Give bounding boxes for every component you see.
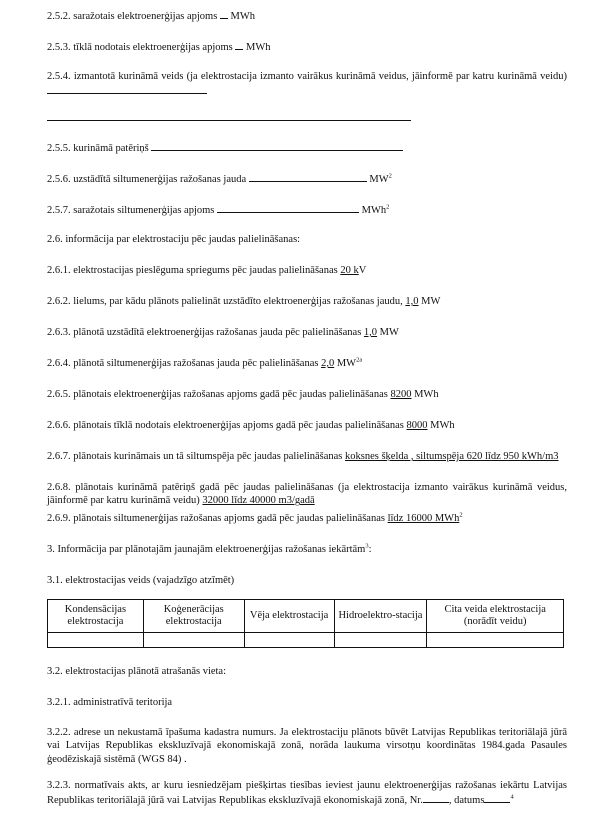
item-text: 2.5.3. tīklā nodotais elektroenerģijas apjoms [47, 42, 233, 53]
filled-value: koksnes šķelda , siltumspēja 620 līdz 950 kWh/m3 [345, 451, 559, 462]
footnote-ref: 2 [386, 203, 390, 211]
filled-value: 1,0 [405, 296, 419, 307]
item-3-1 [47, 574, 567, 587]
item-3-2-3: 3.2.3. normatīvais akts, ar kuru iesniedzējam piešķirtas tiesības ieviest jaunu elektroenerģijas ražošanas iekārtu Latvijas Republikas teritoriālajā jūrā vai Latvijas Republikas ekskluzīvajā ekonomiskajā zonā, Nr. , datums $^4$ [47, 780, 567, 807]
item-text: 2.6.9. plānotais siltumenerģijas ražošanas apjoms gadā pēc jaudas palielināšanas [47, 513, 385, 524]
footnote-ref: 2 [388, 172, 392, 180]
filled-value: 8000 [406, 420, 428, 431]
fill-blank [151, 140, 403, 151]
punctuation: . [181, 753, 187, 765]
unit: MWh [427, 420, 455, 431]
fill-blank [220, 8, 228, 19]
unit: V [358, 265, 367, 276]
item-2-5-3 [47, 39, 567, 54]
item-2-5-7 [47, 202, 567, 217]
section-2-6-heading [47, 233, 567, 246]
item-text: 2.6.3. plānotā uzstādītā elektroenerģijas ražošanas jauda pēc palielināšanas [47, 327, 362, 338]
item-text: 2.6.4. plānotā siltumenerģijas ražošanas jauda pēc palielināšanas [47, 358, 319, 369]
item-2-6-5 [47, 388, 567, 401]
unit: MWh [230, 11, 256, 22]
item-text: 2.5.7. saražotais siltumenerģijas apjoms [47, 205, 215, 216]
item-text: 3.2.1. administratīvā teritorija [47, 697, 173, 708]
item-text: 2.6.8. plānotais kurināmā patēriņš gadā pēc jaudas palielināšanas (ja elektrostacija izmanto vairākus kurināmā veidus, jāinformē par katru kurināmā veidu) [47, 482, 567, 507]
filled-value: līdz 16000 MWh [387, 513, 460, 524]
fill-blank [423, 792, 449, 803]
item-text: 2.6.5. plānotais elektroenerģijas ražošanas apjoms gadā pēc jaudas palielināšanas [47, 389, 388, 400]
footnote-ref: 2a [356, 356, 363, 364]
table-header-cell: Koģenerācijas elektrostacija [143, 600, 244, 633]
footnote-ref: 2 [459, 511, 463, 519]
filled-value: 32000 līdz 40000 m3/gadā [202, 495, 315, 507]
item-3-2 [47, 665, 567, 678]
item-text: 2.6.1. elektrostacijas pieslēguma spriegums pēc jaudas palielināšanas [47, 265, 338, 276]
item-2-6-4 [47, 357, 567, 370]
item-2-6-1 [47, 264, 567, 277]
checkbox-cell[interactable] [334, 633, 427, 648]
item-2-6-9 [47, 512, 567, 525]
item-text: 2.6. informācija par elektrostaciju pēc jaudas palielināšanas: [47, 234, 301, 245]
item-text: 3. Informācija par plānotajām jaunajām elektroenerģijas ražošanas iekārtām [47, 544, 366, 555]
date-label: datums [454, 795, 485, 807]
fill-blank [47, 83, 207, 94]
unit: MWh [246, 42, 271, 53]
item-2-6-3 [47, 326, 567, 339]
item-text: 2.6.7. plānotais kurināmais un tā siltumspēja pēc jaudas palielināšanas [47, 451, 343, 462]
fill-blank [217, 202, 359, 213]
filled-value: 1,0 [363, 327, 378, 338]
filled-value: 2,0 [321, 358, 335, 369]
filled-value: 20 k [340, 265, 359, 276]
item-3-2-2 [47, 726, 567, 766]
item-2-5-2 [47, 8, 567, 23]
item-2-6-7 [47, 450, 567, 463]
unit: MW [334, 358, 357, 369]
item-2-5-5 [47, 140, 567, 155]
footnote-ref: 3 [365, 542, 369, 550]
fill-blank [249, 171, 367, 182]
item-text: 3.2.2. adrese un nekustamā īpašuma kadastra numurs. Ja elektrostaciju plānots būvēt Latvijas Republikas teritoriālajā jūrā vai Latvijas Republikas ekskluzīvajā ekonomiskajā zonā, norāda laukuma virsotņu koordinātas 1984.gada Pasaules ģeodēziskajā sistēmā (WGS 84) [47, 727, 567, 765]
section-3-heading [47, 543, 567, 556]
item-2-6-2 [47, 295, 567, 308]
item-text: 2.6.2. lielums, par kādu plānots palielināt uzstādīto elektroenerģijas ražošanas jaudu, [47, 296, 403, 307]
item-text: 2.5.4. izmantotā kurināmā veids (ja elektrostacija izmanto vairākus kurināmā veidus, jāinformē par katru kurināmā veidu) [47, 71, 567, 82]
item-2-6-8 [47, 481, 567, 508]
item-text: 2.6.6. plānotais tīklā nodotais elektroenerģijas apjoms gadā pēc jaudas palielināšanas [47, 420, 404, 431]
punctuation: : [368, 544, 372, 555]
checkbox-cell[interactable] [48, 633, 144, 648]
station-type-table [47, 599, 564, 648]
fill-blank [235, 39, 243, 50]
table-header-row [48, 600, 564, 633]
checkbox-cell[interactable] [143, 633, 244, 648]
item-text: 2.5.2. saražotais elektroenerģijas apjoms [47, 11, 218, 22]
unit: MW [377, 327, 399, 338]
table-row [48, 633, 564, 648]
checkbox-cell[interactable] [427, 633, 564, 648]
unit: MWh [411, 389, 439, 400]
item-2-5-4 [47, 70, 567, 99]
item-text: 3.1. elektrostacijas veids (vajadzīgo atzīmēt) [47, 575, 235, 586]
table-header-cell: Kondensācijas elektrostacija [48, 600, 144, 633]
unit: MW [418, 296, 441, 307]
item-2-5-6 [47, 171, 567, 186]
item-2-6-6 [47, 419, 567, 432]
item-text: 2.5.6. uzstādītā siltumenerģijas ražošanas jauda [47, 174, 247, 185]
item-text: 3.2.3. normatīvais akts, ar kuru iesniedzējam piešķirtas tiesības ieviest jaunu elektroenerģijas ražošanas iekārtu Latvijas Republikas teritoriālajā jūrā vai Latvijas Republikas ekskluzīvajā ekonomiskajā zonā, Nr. [47, 780, 567, 807]
item-3-2-1 [47, 696, 567, 709]
unit: MWh [361, 205, 387, 216]
filled-value: 8200 [390, 389, 412, 400]
checkbox-cell[interactable] [244, 633, 334, 648]
table-header-cell: Cita veida elektrostacija (norādīt veidu) [427, 600, 564, 633]
unit: MW [369, 174, 389, 185]
item-text: 2.5.5. kurināmā patēriņš [47, 143, 149, 154]
footnote-ref: 4 [510, 793, 514, 801]
table-header-cell: Vēja elektrostacija [244, 600, 334, 633]
fill-blank [484, 792, 510, 803]
fill-rule [47, 120, 411, 121]
table-header-cell: Hidroelektro-stacija [334, 600, 427, 633]
item-text: 3.2. elektrostacijas plānotā atrašanās vieta: [47, 666, 227, 677]
